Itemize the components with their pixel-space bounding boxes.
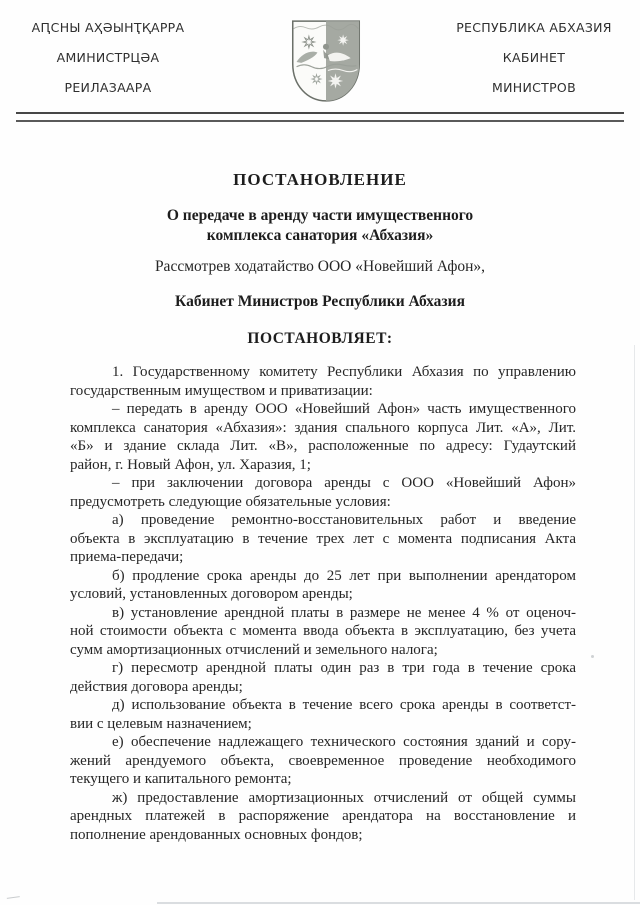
document-subject-line: комплекса санатория «Абхазия» [206,227,434,244]
body-line: район, г. Новый Афон, ул. Харазия, 1; [70,456,311,473]
scan-artifact-right-edge [634,345,635,900]
body-line: арендных платежей в распоряжение арендатора на восстановление и [70,808,576,824]
scan-artifact-mark [7,896,20,902]
document-subject [0,206,640,246]
body-line: приема-передачи; [70,549,184,565]
body-line: ной стоимости объекта с момента ввода объекта в эксплуатацию, без учета [70,623,576,639]
document-subject-line: О передаче в аренду части имущественного [166,207,474,224]
body-line: г) пересмотр арендной платы один раз в три года в течение срока [112,660,576,676]
letterhead-left-line: АМИНИСТРЦӘА [56,50,160,65]
body-line: текущего и капитального ремонта; [70,771,292,787]
body-line: пополнение арендованных основных фондов; [70,826,363,843]
body-line: е) обеспечение надлежащего технического состояния зданий и сору- [112,734,576,750]
letterhead-left [20,13,196,103]
letterhead-right [446,13,622,103]
body-line: 1. Государственному комитету Республики Абхазия по управлению [112,364,576,380]
body-line: государственным имуществом и приватизации: [70,382,373,399]
body-line: – при заключении договора аренды с ООО «Новейший Афон» [112,475,576,491]
body-line: – передать в аренду ООО «Новейший Афон» часть имущественного [112,401,576,417]
document-resolution-word: ПОСТАНОВЛЯЕТ: [247,330,393,347]
letterhead-right-line: МИНИСТРОВ [492,80,576,95]
scan-artifact-bottom-edge [157,902,640,904]
body-line: действия договора аренды; [70,678,243,695]
document-authority: Кабинет Министров Республики Абхазия [175,293,465,310]
body-line: объекта в эксплуатацию в течение трех лет с момента подписания Акта [70,530,576,547]
body-line: жений арендуемого объекта, своевременное проведение необходимого [70,752,576,769]
body-line: условий, установленных договором аренды; [70,586,353,602]
body-line: ж) предоставление амортизационных отчислений от общей суммы [112,789,576,806]
body-line: б) продление срока аренды до 25 лет при выполнении арендатором [112,567,576,584]
header-divider [16,112,624,122]
body-line: комплекса санатория «Абхазия»: здания спального корпуса Лит. «А», Лит. [70,419,576,436]
body-line: предусмотреть следующие обязательные условия: [70,493,391,510]
coat-of-arms-icon [288,15,364,107]
document-title: ПОСТАНОВЛЕНИЕ [233,170,407,189]
body-line: «Б» и здание склада Лит. «В», расположенные по адресу: Гудаутский [70,438,576,454]
letterhead-right-line: КАБИНЕТ [502,50,566,65]
body-line: д) использование объекта в течение всего срока аренды в соответст- [112,697,576,713]
scan-artifact-dot [591,655,594,658]
letterhead-left-line: РЕИЛАЗААРА [64,80,152,95]
letterhead-left-line: АԤСНЫ АҲӘЫНҬҚАРРА [31,20,185,35]
body-line: а) проведение ремонтно-восстановительных работ и введение [112,512,576,528]
coat-of-arms-svg [288,15,364,107]
document-preamble: Рассмотрев ходатайство ООО «Новейший Афон», [154,258,486,275]
body-line: в) установление арендной платы в размере не менее 4 % от оценоч- [112,604,576,621]
document-body [70,363,576,844]
letterhead-right-line: РЕСПУБЛИКА АБХАЗИЯ [456,20,612,35]
body-line: вии с целевым назначением; [70,715,252,732]
body-line: сумм амортизационных отчислений и земельного налога; [70,641,438,658]
